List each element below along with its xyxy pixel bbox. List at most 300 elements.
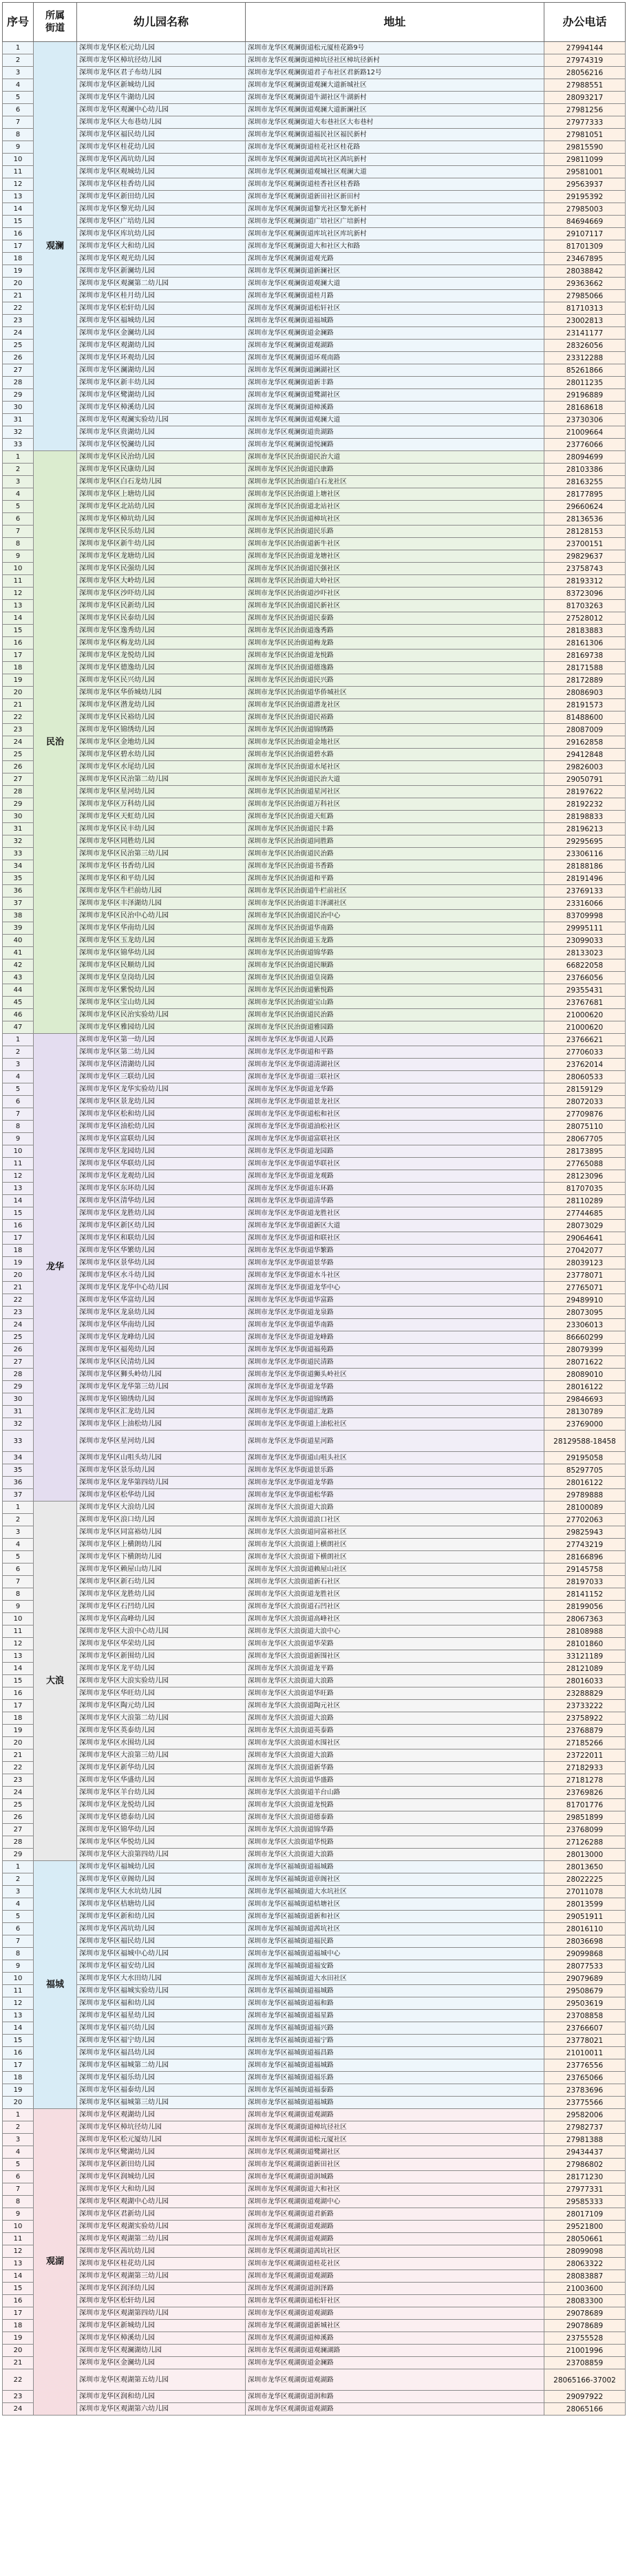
kindergarten-name: 深圳市龙华区德泰幼儿园 bbox=[77, 1811, 246, 1824]
table-row bbox=[3, 278, 626, 290]
phone: 28067705 bbox=[544, 1133, 626, 1145]
address: 深圳市龙华区观澜街道大布巷社区大布巷村 bbox=[246, 116, 544, 129]
phone: 23768099 bbox=[544, 1824, 626, 1836]
address: 深圳市龙华区大浪街道大浪路 bbox=[246, 1675, 544, 1687]
table-row bbox=[3, 1613, 626, 1625]
row-number: 15 bbox=[3, 216, 34, 228]
kindergarten-name: 深圳市龙华区福城幼儿园 bbox=[77, 1861, 246, 1873]
phone: 28177895 bbox=[544, 488, 626, 501]
table-row bbox=[3, 1319, 626, 1331]
kindergarten-name: 深圳市龙华区大浪幼儿园 bbox=[77, 1502, 246, 1514]
table-row bbox=[3, 1514, 626, 1526]
street-label: 大浪 bbox=[34, 1502, 77, 1861]
phone: 28141152 bbox=[544, 1588, 626, 1601]
row-number: 25 bbox=[3, 1799, 34, 1811]
row-number: 2 bbox=[3, 1514, 34, 1526]
phone: 29660624 bbox=[544, 501, 626, 513]
phone: 29051911 bbox=[544, 1911, 626, 1923]
phone: 28197622 bbox=[544, 786, 626, 798]
row-number: 19 bbox=[3, 2084, 34, 2097]
kindergarten-name: 深圳市龙华区鹭湖幼儿园 bbox=[77, 389, 246, 402]
table-row bbox=[3, 1294, 626, 1307]
kindergarten-name: 深圳市龙华区观湖第三幼儿园 bbox=[77, 2270, 246, 2283]
address: 深圳市龙华区民治街道水尾社区 bbox=[246, 761, 544, 773]
row-number: 8 bbox=[3, 1121, 34, 1133]
table-row bbox=[3, 1725, 626, 1737]
kindergarten-name: 深圳市龙华区松轩幼儿园 bbox=[77, 302, 246, 315]
address: 深圳市龙华区观湖街道鹭湖社区 bbox=[246, 2146, 544, 2159]
row-number: 1 bbox=[3, 42, 34, 54]
kindergarten-name: 深圳市龙华区梅龙幼儿园 bbox=[77, 637, 246, 650]
phone: 29582006 bbox=[544, 2109, 626, 2121]
address: 深圳市龙华区大浪街道同富裕社区 bbox=[246, 1526, 544, 1539]
phone: 27985003 bbox=[544, 203, 626, 216]
kindergarten-name: 深圳市龙华区陶元幼儿园 bbox=[77, 1700, 246, 1712]
kindergarten-name: 深圳市龙华区广培幼儿园 bbox=[77, 216, 246, 228]
kindergarten-name: 深圳市龙华区三联幼儿园 bbox=[77, 1071, 246, 1083]
address: 深圳市龙华区民治街道碧水路 bbox=[246, 749, 544, 761]
phone: 28016033 bbox=[544, 1675, 626, 1687]
table-row bbox=[3, 1650, 626, 1663]
phone: 81701776 bbox=[544, 1799, 626, 1811]
table-row bbox=[3, 439, 626, 451]
row-number: 2 bbox=[3, 1873, 34, 1886]
table-row bbox=[3, 1431, 626, 1452]
address: 深圳市龙华区民治街道玉龙路 bbox=[246, 935, 544, 947]
phone: 86660299 bbox=[544, 1331, 626, 1344]
table-row bbox=[3, 1232, 626, 1245]
kindergarten-name: 深圳市龙华区新田幼儿园 bbox=[77, 2159, 246, 2171]
row-number: 28 bbox=[3, 377, 34, 389]
row-number: 14 bbox=[3, 1663, 34, 1675]
address: 深圳市龙华区福城街道福城中心 bbox=[246, 1948, 544, 1960]
table-row bbox=[3, 327, 626, 340]
table-row bbox=[3, 340, 626, 352]
row-number: 25 bbox=[3, 340, 34, 352]
address: 深圳市龙华区观湖街道大和社区 bbox=[246, 2183, 544, 2196]
phone: 23708859 bbox=[544, 2357, 626, 2369]
row-number: 2 bbox=[3, 2121, 34, 2134]
row-number: 17 bbox=[3, 240, 34, 253]
table-row bbox=[3, 377, 626, 389]
kindergarten-name: 深圳市龙华区第一幼儿园 bbox=[77, 1034, 246, 1046]
row-number: 26 bbox=[3, 1811, 34, 1824]
kindergarten-name: 深圳市龙华区龙观幼儿园 bbox=[77, 1170, 246, 1183]
kindergarten-name: 深圳市龙华区第二幼儿园 bbox=[77, 1046, 246, 1059]
row-number: 6 bbox=[3, 513, 34, 526]
kindergarten-name: 深圳市龙华区民丰幼儿园 bbox=[77, 823, 246, 835]
table-row bbox=[3, 2345, 626, 2357]
table-row bbox=[3, 240, 626, 253]
row-number: 1 bbox=[3, 451, 34, 464]
table-row bbox=[3, 2307, 626, 2320]
phone: 28067363 bbox=[544, 1613, 626, 1625]
table-row bbox=[3, 2134, 626, 2146]
table-row bbox=[3, 451, 626, 464]
phone: 21010011 bbox=[544, 2047, 626, 2059]
phone: 28172889 bbox=[544, 674, 626, 687]
table-row bbox=[3, 464, 626, 476]
row-number: 34 bbox=[3, 1452, 34, 1464]
phone: 23769000 bbox=[544, 1418, 626, 1431]
phone: 28171588 bbox=[544, 662, 626, 674]
phone: 29412848 bbox=[544, 749, 626, 761]
phone: 29829637 bbox=[544, 550, 626, 563]
phone: 29355431 bbox=[544, 984, 626, 997]
kindergarten-name: 深圳市龙华区北站幼儿园 bbox=[77, 501, 246, 513]
address: 深圳市龙华区福城街道福和路 bbox=[246, 1997, 544, 2010]
table-row bbox=[3, 2245, 626, 2258]
phone: 28108988 bbox=[544, 1625, 626, 1638]
address: 深圳市龙华区龙华街道华南路 bbox=[246, 1319, 544, 1331]
kindergarten-name: 深圳市龙华区民治中心幼儿园 bbox=[77, 910, 246, 922]
table-row bbox=[3, 538, 626, 550]
row-number: 9 bbox=[3, 1133, 34, 1145]
phone: 28191496 bbox=[544, 873, 626, 885]
row-number: 3 bbox=[3, 2134, 34, 2146]
phone: 29195058 bbox=[544, 1452, 626, 1464]
kindergarten-name: 深圳市龙华区浪口幼儿园 bbox=[77, 1514, 246, 1526]
kindergarten-name: 深圳市龙华区新丰幼儿园 bbox=[77, 377, 246, 389]
phone: 28326056 bbox=[544, 340, 626, 352]
row-number: 21 bbox=[3, 2357, 34, 2369]
row-number: 17 bbox=[3, 1700, 34, 1712]
kindergarten-name: 深圳市龙华区君新幼儿园 bbox=[77, 2208, 246, 2221]
address: 深圳市龙华区福城街道大水田社区 bbox=[246, 1973, 544, 1985]
table-row bbox=[3, 2357, 626, 2369]
kindergarten-name: 深圳市龙华区环观幼儿园 bbox=[77, 352, 246, 364]
kindergarten-name: 深圳市龙华区华繁幼儿园 bbox=[77, 1245, 246, 1257]
kindergarten-name: 深圳市龙华区牛栏前幼儿园 bbox=[77, 885, 246, 897]
address: 深圳市龙华区民治街道锦绣路 bbox=[246, 724, 544, 736]
address: 深圳市龙华区民治街道民康路 bbox=[246, 464, 544, 476]
phone: 29826003 bbox=[544, 761, 626, 773]
table-row bbox=[3, 2084, 626, 2097]
address: 深圳市龙华区龙华街道华繁路 bbox=[246, 1245, 544, 1257]
phone: 23306013 bbox=[544, 1319, 626, 1331]
row-number: 5 bbox=[3, 501, 34, 513]
address: 深圳市龙华区观澜街道松轩社区 bbox=[246, 302, 544, 315]
row-number: 18 bbox=[3, 1712, 34, 1725]
phone: 66822058 bbox=[544, 959, 626, 972]
row-number: 13 bbox=[3, 2010, 34, 2022]
table-row bbox=[3, 848, 626, 860]
kindergarten-name: 深圳市龙华区和平幼儿园 bbox=[77, 873, 246, 885]
row-number: 17 bbox=[3, 650, 34, 662]
kindergarten-name: 深圳市龙华区和联幼儿园 bbox=[77, 1232, 246, 1245]
row-number: 36 bbox=[3, 885, 34, 897]
phone: 28123096 bbox=[544, 1170, 626, 1183]
row-number: 6 bbox=[3, 1096, 34, 1108]
address: 深圳市龙华区龙华街道龙胜社区 bbox=[246, 1207, 544, 1220]
kindergarten-name: 深圳市龙华区大和幼儿园 bbox=[77, 240, 246, 253]
kindergarten-name: 深圳市龙华区龙华实验幼儿园 bbox=[77, 1083, 246, 1096]
kindergarten-name: 深圳市龙华区锦华幼儿园 bbox=[77, 947, 246, 959]
address: 深圳市龙华区龙华街道汇龙路 bbox=[246, 1406, 544, 1418]
kindergarten-name: 深圳市龙华区星河幼儿园 bbox=[77, 1431, 246, 1452]
phone: 21003600 bbox=[544, 2283, 626, 2295]
address: 深圳市龙华区龙华街道东环路 bbox=[246, 1183, 544, 1195]
address: 深圳市龙华区观澜街道观澜大道 bbox=[246, 414, 544, 426]
address: 深圳市龙华区观澜街道福民社区福民新村 bbox=[246, 129, 544, 141]
phone: 28016110 bbox=[544, 1923, 626, 1935]
kindergarten-name: 深圳市龙华区碧水幼儿园 bbox=[77, 749, 246, 761]
address: 深圳市龙华区民治街道民泰路 bbox=[246, 612, 544, 625]
row-number: 8 bbox=[3, 2196, 34, 2208]
table-row bbox=[3, 1948, 626, 1960]
table-row bbox=[3, 2059, 626, 2072]
phone: 28101860 bbox=[544, 1638, 626, 1650]
kindergarten-name: 深圳市龙华区松轩幼儿园 bbox=[77, 2295, 246, 2307]
row-number: 35 bbox=[3, 1464, 34, 1477]
kindergarten-name: 深圳市龙华区樟坑幼儿园 bbox=[77, 513, 246, 526]
row-number: 5 bbox=[3, 1911, 34, 1923]
kindergarten-name: 深圳市龙华区白石龙幼儿园 bbox=[77, 476, 246, 488]
kindergarten-name: 深圳市龙华区上油松幼儿园 bbox=[77, 1418, 246, 1431]
phone: 28013599 bbox=[544, 1898, 626, 1911]
phone: 29825943 bbox=[544, 1526, 626, 1539]
kindergarten-name: 深圳市龙华区新围幼儿园 bbox=[77, 1650, 246, 1663]
phone: 27765071 bbox=[544, 1282, 626, 1294]
phone: 29851899 bbox=[544, 1811, 626, 1824]
kindergarten-name: 深圳市龙华区金澜幼儿园 bbox=[77, 2357, 246, 2369]
row-number: 7 bbox=[3, 1576, 34, 1588]
address: 深圳市龙华区龙华街道松和社区 bbox=[246, 1108, 544, 1121]
address: 深圳市龙华区民治街道民治中心 bbox=[246, 910, 544, 922]
row-number: 18 bbox=[3, 253, 34, 265]
address: 深圳市龙华区民治街道民治大道 bbox=[246, 773, 544, 786]
table-row bbox=[3, 1997, 626, 2010]
row-number: 23 bbox=[3, 315, 34, 327]
row-number: 24 bbox=[3, 2403, 34, 2416]
row-number: 18 bbox=[3, 662, 34, 674]
phone: 29815590 bbox=[544, 141, 626, 154]
table-row bbox=[3, 104, 626, 116]
kindergarten-name: 深圳市龙华区德逸幼儿园 bbox=[77, 662, 246, 674]
address: 深圳市龙华区大浪街道大浪路 bbox=[246, 1712, 544, 1725]
address: 深圳市龙华区大浪街道水围社区 bbox=[246, 1737, 544, 1749]
address: 深圳市龙华区龙华街道和联社区 bbox=[246, 1232, 544, 1245]
address: 深圳市龙华区福城街道大水坑社区 bbox=[246, 1886, 544, 1898]
address: 深圳市龙华区大浪街道华悦路 bbox=[246, 1836, 544, 1849]
row-number: 9 bbox=[3, 1601, 34, 1613]
address: 深圳市龙华区观湖街道松轩社区 bbox=[246, 2295, 544, 2307]
row-number: 6 bbox=[3, 2171, 34, 2183]
table-row bbox=[3, 178, 626, 191]
table-row bbox=[3, 1369, 626, 1381]
kindergarten-name: 深圳市龙华区清湖幼儿园 bbox=[77, 1059, 246, 1071]
row-number: 32 bbox=[3, 835, 34, 848]
row-number: 31 bbox=[3, 1406, 34, 1418]
kindergarten-name: 深圳市龙华区赖屋山幼儿园 bbox=[77, 1564, 246, 1576]
row-number: 36 bbox=[3, 1477, 34, 1489]
kindergarten-name: 深圳市龙华区书香幼儿园 bbox=[77, 860, 246, 873]
address: 深圳市龙华区民治街道天虹路 bbox=[246, 811, 544, 823]
address: 深圳市龙华区观澜街道贵湖路 bbox=[246, 426, 544, 439]
phone: 27981388 bbox=[544, 2134, 626, 2146]
address: 深圳市龙华区大浪街道德泰路 bbox=[246, 1811, 544, 1824]
row-number: 21 bbox=[3, 1749, 34, 1762]
row-number: 4 bbox=[3, 1071, 34, 1083]
kindergarten-name: 深圳市龙华区观湖中心幼儿园 bbox=[77, 2196, 246, 2208]
table-row bbox=[3, 1861, 626, 1873]
phone: 28099098 bbox=[544, 2245, 626, 2258]
table-row bbox=[3, 92, 626, 104]
phone: 28056216 bbox=[544, 67, 626, 79]
row-number: 23 bbox=[3, 724, 34, 736]
kindergarten-name: 深圳市龙华区观湖第四幼儿园 bbox=[77, 2307, 246, 2320]
address: 深圳市龙华区龙华街道清湖社区 bbox=[246, 1059, 544, 1071]
phone: 23306116 bbox=[544, 848, 626, 860]
address: 深圳市龙华区龙华街道龙华路 bbox=[246, 1083, 544, 1096]
table-row bbox=[3, 2295, 626, 2307]
kindergarten-name: 深圳市龙华区上横朗幼儿园 bbox=[77, 1539, 246, 1551]
table-row bbox=[3, 1145, 626, 1158]
row-number: 26 bbox=[3, 761, 34, 773]
row-number: 42 bbox=[3, 959, 34, 972]
row-number: 4 bbox=[3, 1539, 34, 1551]
table-row bbox=[3, 550, 626, 563]
row-number: 6 bbox=[3, 1564, 34, 1576]
kindergarten-name: 深圳市龙华区华南幼儿园 bbox=[77, 922, 246, 935]
table-row bbox=[3, 2332, 626, 2345]
address: 深圳市龙华区观湖街道观湖路 bbox=[246, 2233, 544, 2245]
table-row bbox=[3, 1307, 626, 1319]
table-row bbox=[3, 166, 626, 178]
row-number: 11 bbox=[3, 1158, 34, 1170]
row-number: 19 bbox=[3, 2332, 34, 2345]
row-number: 27 bbox=[3, 773, 34, 786]
phone: 28079399 bbox=[544, 1344, 626, 1356]
address: 深圳市龙华区观湖街道松元厦社区 bbox=[246, 2134, 544, 2146]
table-row bbox=[3, 1737, 626, 1749]
kindergarten-name: 深圳市龙华区金地幼儿园 bbox=[77, 736, 246, 749]
address: 深圳市龙华区大浪街道锦华路 bbox=[246, 1824, 544, 1836]
row-number: 32 bbox=[3, 426, 34, 439]
street-label: 观澜 bbox=[34, 42, 77, 451]
row-number: 39 bbox=[3, 922, 34, 935]
phone: 28017109 bbox=[544, 2208, 626, 2221]
address: 深圳市龙华区民治街道民丰路 bbox=[246, 823, 544, 835]
phone: 28065166 bbox=[544, 2403, 626, 2416]
table-row bbox=[3, 724, 626, 736]
phone: 28016122 bbox=[544, 1477, 626, 1489]
address: 深圳市龙华区龙华街道景乐路 bbox=[246, 1464, 544, 1477]
kindergarten-name: 深圳市龙华区富联幼儿园 bbox=[77, 1133, 246, 1145]
table-row bbox=[3, 2196, 626, 2208]
kindergarten-name: 深圳市龙华区龙华第四幼儿园 bbox=[77, 1477, 246, 1489]
address: 深圳市龙华区观澜街道牛湖社区牛湖新村 bbox=[246, 92, 544, 104]
table-row bbox=[3, 253, 626, 265]
row-number: 20 bbox=[3, 687, 34, 699]
row-number: 20 bbox=[3, 2345, 34, 2357]
phone: 29363662 bbox=[544, 278, 626, 290]
phone: 23766056 bbox=[544, 972, 626, 984]
table-row bbox=[3, 54, 626, 67]
row-number: 7 bbox=[3, 116, 34, 129]
row-number: 11 bbox=[3, 2233, 34, 2245]
table-row bbox=[3, 2208, 626, 2221]
table-row bbox=[3, 1220, 626, 1232]
kindergarten-name: 深圳市龙华区观湖第六幼儿园 bbox=[77, 2403, 246, 2416]
table-row bbox=[3, 116, 626, 129]
phone: 28073095 bbox=[544, 1307, 626, 1319]
address: 深圳市龙华区观澜街道观澜大道新澜社区 bbox=[246, 104, 544, 116]
row-number: 12 bbox=[3, 1997, 34, 2010]
table-row bbox=[3, 1849, 626, 1861]
kindergarten-name: 深圳市龙华区华富幼儿园 bbox=[77, 1294, 246, 1307]
table-row bbox=[3, 352, 626, 364]
phone: 28065166-37002 bbox=[544, 2369, 626, 2391]
kindergarten-name: 深圳市龙华区华侨城幼儿园 bbox=[77, 687, 246, 699]
row-number: 13 bbox=[3, 1183, 34, 1195]
address: 深圳市龙华区福城街道福星路 bbox=[246, 2010, 544, 2022]
address: 深圳市龙华区观澜街道观光路 bbox=[246, 253, 544, 265]
table-row bbox=[3, 364, 626, 377]
address: 深圳市龙华区观澜街道黎光社区黎光新村 bbox=[246, 203, 544, 216]
address: 深圳市龙华区观湖街道观湖路 bbox=[246, 2403, 544, 2416]
table-row bbox=[3, 1799, 626, 1811]
row-number: 21 bbox=[3, 290, 34, 302]
phone: 29563937 bbox=[544, 178, 626, 191]
row-number: 10 bbox=[3, 154, 34, 166]
row-number: 19 bbox=[3, 1725, 34, 1737]
table-row bbox=[3, 1034, 626, 1046]
kindergarten-name: 深圳市龙华区樟坑径幼儿园 bbox=[77, 2121, 246, 2134]
address: 深圳市龙华区民治街道北站社区 bbox=[246, 501, 544, 513]
address: 深圳市龙华区观澜街道樟坑径社区樟坑径新村 bbox=[246, 54, 544, 67]
address: 深圳市龙华区观澜街道新田社区新田村 bbox=[246, 191, 544, 203]
row-number: 14 bbox=[3, 612, 34, 625]
address: 深圳市龙华区龙华街道狮头岭社区 bbox=[246, 1369, 544, 1381]
row-number: 26 bbox=[3, 1344, 34, 1356]
address: 深圳市龙华区福城街道桔塘社区 bbox=[246, 1898, 544, 1911]
kindergarten-name: 深圳市龙华区民治幼儿园 bbox=[77, 451, 246, 464]
row-number: 29 bbox=[3, 798, 34, 811]
phone: 29145758 bbox=[544, 1564, 626, 1576]
kindergarten-name: 深圳市龙华区民兴幼儿园 bbox=[77, 674, 246, 687]
kindergarten-name: 深圳市龙华区樟溪幼儿园 bbox=[77, 402, 246, 414]
table-row bbox=[3, 302, 626, 315]
row-number: 28 bbox=[3, 1369, 34, 1381]
phone: 28086903 bbox=[544, 687, 626, 699]
kindergarten-name: 深圳市龙华区大水田幼儿园 bbox=[77, 1973, 246, 1985]
row-number: 20 bbox=[3, 278, 34, 290]
address: 深圳市龙华区观湖街道润泽路 bbox=[246, 2283, 544, 2295]
table-row bbox=[3, 997, 626, 1009]
kindergarten-name: 深圳市龙华区大和幼儿园 bbox=[77, 2183, 246, 2196]
row-number: 4 bbox=[3, 488, 34, 501]
kindergarten-name: 深圳市龙华区民乐幼儿园 bbox=[77, 526, 246, 538]
phone: 28036698 bbox=[544, 1935, 626, 1948]
row-number: 24 bbox=[3, 1787, 34, 1799]
address: 深圳市龙华区观澜街道观澜大道新城社区 bbox=[246, 79, 544, 92]
phone: 81703263 bbox=[544, 600, 626, 612]
row-number: 8 bbox=[3, 1948, 34, 1960]
address: 深圳市龙华区龙华街道福苑路 bbox=[246, 1344, 544, 1356]
kindergarten-name: 深圳市龙华区福昌幼儿园 bbox=[77, 2047, 246, 2059]
table-row bbox=[3, 1021, 626, 1034]
phone: 28191573 bbox=[544, 699, 626, 711]
kindergarten-name: 深圳市龙华区观澜湖幼儿园 bbox=[77, 2345, 246, 2357]
address: 深圳市龙华区大浪街道华盛路 bbox=[246, 1774, 544, 1787]
kindergarten-name: 深圳市龙华区龙华中心幼儿园 bbox=[77, 1282, 246, 1294]
table-row bbox=[3, 1749, 626, 1762]
table-row bbox=[3, 1245, 626, 1257]
table-row bbox=[3, 1009, 626, 1021]
address: 深圳市龙华区观湖街道润和路 bbox=[246, 2391, 544, 2403]
row-number: 4 bbox=[3, 79, 34, 92]
